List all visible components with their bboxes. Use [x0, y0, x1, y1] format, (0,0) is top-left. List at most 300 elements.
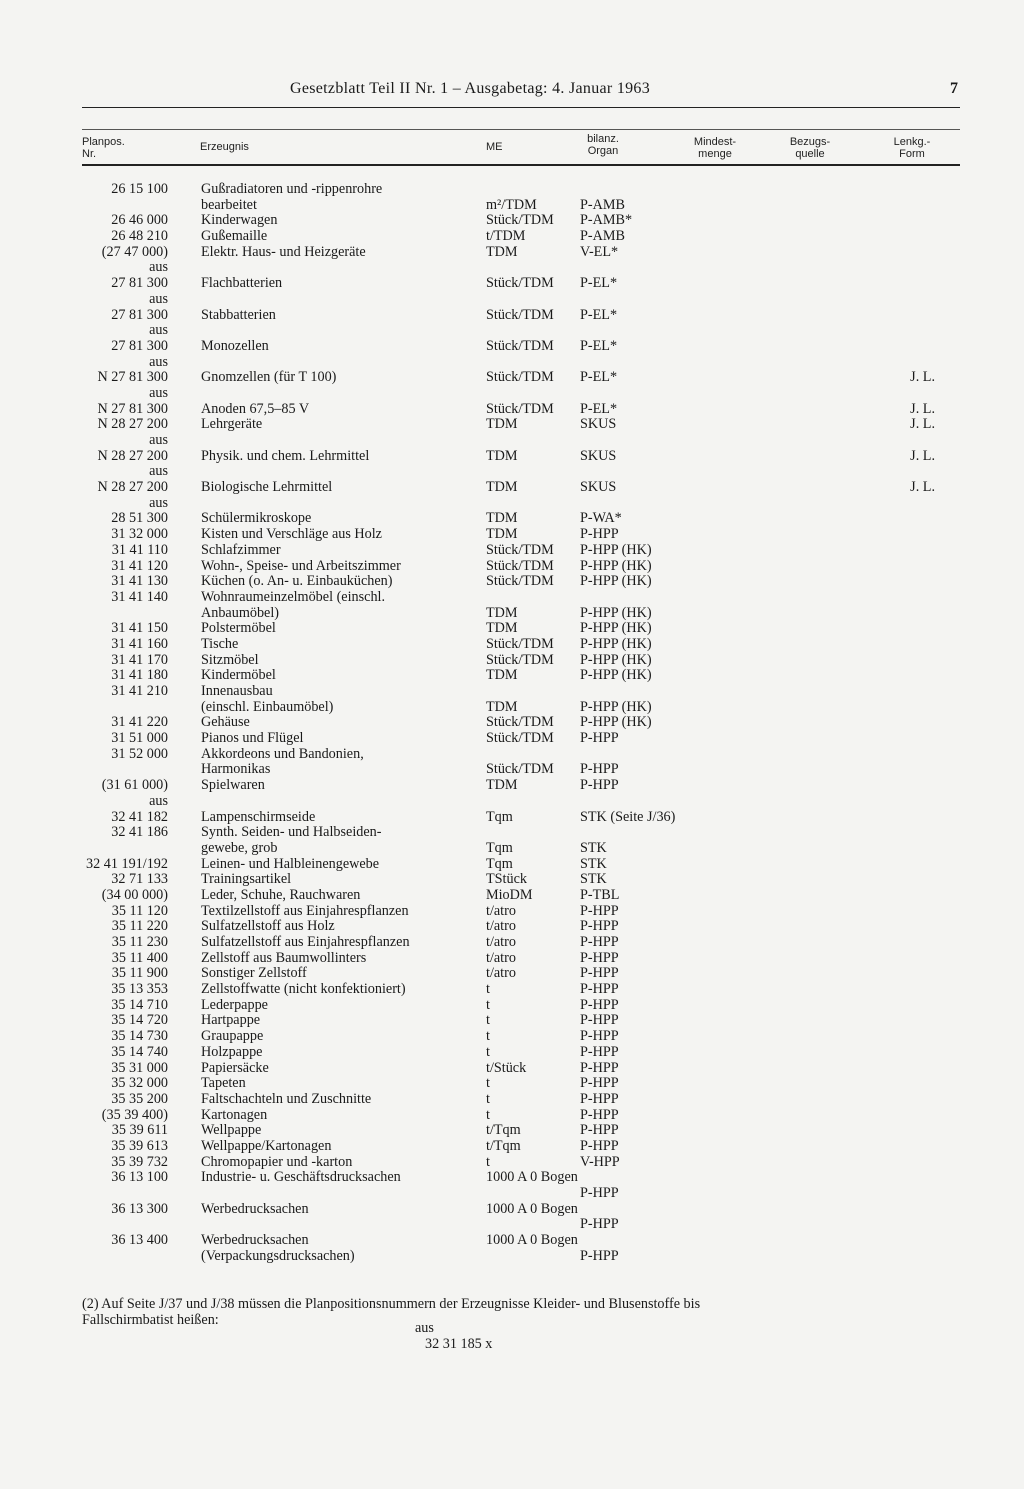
organ-cell: P-HPP	[580, 1137, 619, 1154]
footnote-code: 32 31 185 x	[425, 1336, 493, 1352]
table-row	[0, 527, 1024, 543]
planpos-cell: 35 13 353	[111, 981, 168, 998]
organ-cell: P-HPP (HK)	[580, 698, 652, 715]
table-row	[0, 276, 1024, 292]
erzeugnis-cell: Gehäuse	[201, 714, 250, 731]
me-cell: t/atro	[486, 918, 516, 935]
me-cell: Stück/TDM	[486, 714, 554, 731]
organ-cell: STK (Seite J/36)	[580, 808, 676, 825]
table-row	[0, 417, 1024, 433]
erzeugnis-cell: bearbeitet	[201, 196, 257, 213]
table-row	[0, 778, 1024, 794]
erzeugnis-cell: Elektr. Haus- und Heizgeräte	[201, 243, 366, 260]
me-cell: t	[486, 981, 490, 998]
table-row	[0, 511, 1024, 527]
table-row	[0, 1139, 1024, 1155]
organ-cell: P-HPP (HK)	[580, 635, 652, 652]
page-number: 7	[950, 80, 959, 97]
col-organ: bilanz. Organ	[587, 133, 619, 157]
erzeugnis-cell: Pianos und Flügel	[201, 730, 304, 747]
erzeugnis-cell: Biologische Lehrmittel	[201, 479, 333, 496]
erzeugnis-cell: Akkordeons und Bandonien,	[201, 745, 364, 762]
organ-cell: SKUS	[580, 447, 617, 464]
me-cell: Tqm	[486, 855, 513, 872]
erzeugnis-cell: Wellpappe/Kartonagen	[201, 1137, 332, 1154]
me-cell: t/Tqm	[486, 1122, 521, 1139]
organ-cell: P-HPP	[580, 1059, 619, 1076]
me-cell: Stück/TDM	[486, 573, 554, 590]
header-rule	[82, 107, 960, 108]
planpos-cell: 28 51 300	[111, 510, 168, 527]
erzeugnis-cell: Monozellen	[201, 337, 269, 354]
header-title: Gesetzblatt Teil II Nr. 1 – Ausgabetag: 4. Januar 1963	[290, 80, 651, 97]
me-cell: TDM	[486, 447, 518, 464]
erzeugnis-cell: Trainingsartikel	[201, 871, 292, 888]
table-row	[0, 1202, 1024, 1218]
lenkform-cell: J. L.	[910, 479, 935, 496]
footnote-line-2: Fallschirmbatist heißen:	[82, 1312, 219, 1328]
table-row	[0, 543, 1024, 559]
product-table	[0, 182, 1024, 1264]
erzeugnis-cell: Innenausbau	[201, 683, 273, 699]
col-erzeugnis: Erzeugnis	[200, 141, 249, 153]
planpos-cell: 35 39 613	[111, 1137, 168, 1154]
table-row	[0, 292, 1024, 308]
me-cell: Stück/TDM	[486, 730, 554, 747]
me-cell: t/Stück	[486, 1059, 527, 1076]
planpos-cell: N 27 81 300	[97, 369, 168, 386]
organ-cell: P-EL*	[580, 369, 618, 386]
me-cell: t/atro	[486, 902, 516, 919]
footnote-aus: aus	[415, 1320, 434, 1336]
planpos-cell: 35 11 900	[111, 965, 168, 982]
planpos-cell: 35 11 120	[111, 902, 168, 919]
erzeugnis-cell: Faltschachteln und Zuschnitte	[201, 1090, 372, 1107]
planpos-cell: N 28 27 200	[97, 479, 168, 496]
erzeugnis-cell: Wohn-, Speise- und Arbeitszimmer	[201, 557, 401, 574]
organ-cell: P-HPP (HK)	[580, 604, 652, 621]
table-row	[0, 684, 1024, 700]
organ-cell: SKUS	[580, 479, 617, 496]
me-cell: 1000 A 0 Bogen	[486, 1169, 578, 1186]
organ-cell: P-EL*	[580, 306, 618, 323]
table-row	[0, 339, 1024, 355]
erzeugnis-cell: Wellpappe	[201, 1122, 262, 1139]
table-row	[0, 715, 1024, 731]
planpos-cell: 31 41 130	[111, 573, 168, 590]
erzeugnis-cell: Anoden 67,5–85 V	[201, 400, 310, 417]
me-cell: TDM	[486, 777, 518, 794]
table-head-rule	[82, 164, 960, 166]
me-cell: t/atro	[486, 965, 516, 982]
erzeugnis-cell: Werbedrucksachen	[201, 1200, 309, 1217]
organ-cell: P-EL*	[580, 337, 618, 354]
me-cell: Stück/TDM	[486, 369, 554, 386]
erzeugnis-cell: Stabbatterien	[201, 306, 276, 323]
planpos-cell: 31 41 120	[111, 557, 168, 574]
planpos-cell: 32 41 182	[111, 808, 168, 825]
organ-cell: P-HPP (HK)	[580, 557, 652, 574]
planpos-cell: (34 00 000)	[101, 886, 168, 903]
table-row	[0, 245, 1024, 261]
me-cell: t	[486, 1012, 490, 1029]
planpos-cell: aus	[149, 463, 168, 480]
me-cell: Stück/TDM	[486, 541, 554, 558]
organ-cell: P-HPP	[580, 1028, 619, 1045]
planpos-cell: 35 11 400	[111, 949, 168, 966]
organ-cell: P-HPP (HK)	[580, 651, 652, 668]
planpos-cell: 31 41 150	[111, 620, 168, 637]
planpos-cell: N 28 27 200	[97, 447, 168, 464]
planpos-cell: aus	[149, 384, 168, 401]
table-row	[0, 888, 1024, 904]
table-row	[0, 747, 1024, 763]
erzeugnis-cell: Industrie- u. Geschäftsdrucksachen	[201, 1169, 401, 1186]
erzeugnis-cell: Lederpappe	[201, 996, 268, 1013]
planpos-cell: aus	[149, 432, 168, 448]
me-cell: t	[486, 1075, 490, 1092]
planpos-cell: 26 15 100	[111, 181, 168, 197]
me-cell: TDM	[486, 698, 518, 715]
erzeugnis-cell: Lehrgeräte	[201, 416, 263, 433]
table-row	[0, 606, 1024, 622]
organ-cell: P-EL*	[580, 400, 618, 417]
me-cell: Stück/TDM	[486, 635, 554, 652]
erzeugnis-cell: Harmonikas	[201, 761, 271, 778]
page-header	[0, 80, 1024, 104]
organ-cell: P-HPP (HK)	[580, 714, 652, 731]
planpos-cell: 35 39 732	[111, 1153, 168, 1170]
planpos-cell: 35 14 730	[111, 1028, 168, 1045]
table-row	[0, 590, 1024, 606]
planpos-cell: aus	[149, 792, 168, 809]
planpos-cell: 35 35 200	[111, 1090, 168, 1107]
table-row	[0, 260, 1024, 276]
organ-cell: STK	[580, 871, 607, 888]
table-row	[0, 464, 1024, 480]
planpos-cell: 36 13 100	[111, 1169, 168, 1186]
table-row	[0, 872, 1024, 888]
planpos-cell: 31 32 000	[111, 526, 168, 543]
me-cell: Tqm	[486, 839, 513, 856]
me-cell: TDM	[486, 526, 518, 543]
me-cell: 1000 A 0 Bogen	[486, 1200, 578, 1217]
erzeugnis-cell: Kisten und Verschläge aus Holz	[201, 526, 382, 543]
organ-cell: V-EL*	[580, 243, 619, 260]
me-cell: TDM	[486, 604, 518, 621]
me-cell: Tqm	[486, 808, 513, 825]
erzeugnis-cell: Synth. Seiden- und Halbseiden-	[201, 824, 382, 841]
organ-cell: P-HPP	[580, 777, 619, 794]
table-row	[0, 1249, 1024, 1265]
table-row	[0, 402, 1024, 418]
planpos-cell: 35 14 720	[111, 1012, 168, 1029]
planpos-cell: 32 41 186	[111, 824, 168, 841]
table-row	[0, 1186, 1024, 1202]
me-cell: t/atro	[486, 934, 516, 950]
organ-cell: P-HPP	[580, 1185, 619, 1201]
planpos-cell: 36 13 400	[111, 1232, 168, 1249]
col-planpos: Planpos. Nr.	[82, 136, 125, 160]
organ-cell: P-HPP	[580, 902, 619, 919]
me-cell: Stück/TDM	[486, 212, 554, 229]
planpos-cell: 32 41 191/192	[86, 855, 168, 872]
erzeugnis-cell: Sulfatzellstoff aus Einjahrespflanzen	[201, 934, 410, 950]
erzeugnis-cell: Kartonagen	[201, 1106, 268, 1123]
table-row	[0, 825, 1024, 841]
table-row	[0, 355, 1024, 371]
organ-cell: P-HPP (HK)	[580, 620, 652, 637]
col-me: ME	[486, 141, 503, 153]
me-cell: TDM	[486, 667, 518, 684]
table-row	[0, 1061, 1024, 1077]
organ-cell: P-HPP	[580, 761, 619, 778]
table-row	[0, 308, 1024, 324]
organ-cell: P-HPP (HK)	[580, 541, 652, 558]
erzeugnis-cell: Zellstoffwatte (nicht konfektioniert)	[201, 981, 406, 998]
me-cell: t/TDM	[486, 228, 526, 245]
planpos-cell: (31 61 000)	[101, 777, 168, 794]
me-cell: t	[486, 1106, 490, 1123]
col-mindestmenge: Mindest- menge	[693, 136, 737, 160]
planpos-cell: 31 52 000	[111, 745, 168, 762]
organ-cell: P-HPP (HK)	[580, 667, 652, 684]
table-row	[0, 449, 1024, 465]
planpos-cell: 31 41 170	[111, 651, 168, 668]
table-row	[0, 1076, 1024, 1092]
planpos-cell: 35 32 000	[111, 1075, 168, 1092]
table-row	[0, 1092, 1024, 1108]
me-cell: t/atro	[486, 949, 516, 966]
erzeugnis-cell: Schülermikroskope	[201, 510, 312, 527]
planpos-cell: aus	[149, 290, 168, 307]
table-row	[0, 229, 1024, 245]
planpos-cell: N 27 81 300	[97, 400, 168, 417]
me-cell: TDM	[486, 620, 518, 637]
table-row	[0, 810, 1024, 826]
table-row	[0, 496, 1024, 512]
me-cell: t	[486, 1153, 490, 1170]
table-row	[0, 621, 1024, 637]
planpos-cell: 26 46 000	[111, 212, 168, 229]
planpos-cell: 31 41 110	[111, 541, 168, 558]
organ-cell: P-EL*	[580, 275, 618, 292]
table-row	[0, 323, 1024, 339]
erzeugnis-cell: Chromopapier und -karton	[201, 1153, 353, 1170]
table-row	[0, 198, 1024, 214]
me-cell: TStück	[486, 871, 527, 888]
planpos-cell: 26 48 210	[111, 228, 168, 245]
planpos-cell: 36 13 300	[111, 1200, 168, 1217]
me-cell: Stück/TDM	[486, 651, 554, 668]
erzeugnis-cell: Kindermöbel	[201, 667, 276, 684]
erzeugnis-cell: Tapeten	[201, 1075, 246, 1092]
planpos-cell: (35 39 400)	[101, 1106, 168, 1123]
erzeugnis-cell: Kinderwagen	[201, 212, 278, 229]
me-cell: 1000 A 0 Bogen	[486, 1232, 578, 1249]
table-row	[0, 668, 1024, 684]
table-row	[0, 1013, 1024, 1029]
planpos-cell: 35 14 710	[111, 996, 168, 1013]
organ-cell: P-HPP	[580, 1122, 619, 1139]
planpos-cell: N 28 27 200	[97, 416, 168, 433]
erzeugnis-cell: Gnomzellen (für T 100)	[201, 369, 337, 386]
planpos-cell: 31 51 000	[111, 730, 168, 747]
planpos-cell: 31 41 220	[111, 714, 168, 731]
me-cell: TDM	[486, 243, 518, 260]
lenkform-cell: J. L.	[910, 400, 935, 417]
footnote	[82, 1296, 962, 1328]
planpos-cell: 35 11 220	[111, 918, 168, 935]
organ-cell: P-HPP	[580, 730, 619, 747]
planpos-cell: aus	[149, 353, 168, 370]
table-row	[0, 1108, 1024, 1124]
erzeugnis-cell: Leinen- und Halbleinengewebe	[201, 855, 380, 872]
me-cell: t	[486, 1090, 490, 1107]
table-row	[0, 919, 1024, 935]
table-row	[0, 433, 1024, 449]
me-cell: Stück/TDM	[486, 337, 554, 354]
organ-cell: P-HPP	[580, 1216, 619, 1233]
table-row	[0, 794, 1024, 810]
organ-cell: STK	[580, 855, 607, 872]
erzeugnis-cell: Hartpappe	[201, 1012, 261, 1029]
organ-cell: SKUS	[580, 416, 617, 433]
planpos-cell: 31 41 180	[111, 667, 168, 684]
organ-cell: P-AMB*	[580, 212, 633, 229]
erzeugnis-cell: Gußemaille	[201, 228, 268, 245]
table-row	[0, 1170, 1024, 1186]
erzeugnis-cell: Anbaumöbel)	[201, 604, 280, 621]
erzeugnis-cell: Graupappe	[201, 1028, 264, 1045]
table-row	[0, 762, 1024, 778]
table-row	[0, 982, 1024, 998]
erzeugnis-cell: Papiersäcke	[201, 1059, 269, 1076]
table-row	[0, 559, 1024, 575]
table-row	[0, 966, 1024, 982]
organ-cell: P-HPP	[580, 949, 619, 966]
me-cell: TDM	[486, 479, 518, 496]
me-cell: t	[486, 1043, 490, 1060]
erzeugnis-cell: Tische	[201, 635, 239, 652]
planpos-cell: aus	[149, 322, 168, 339]
erzeugnis-cell: Zellstoff aus Baumwollinters	[201, 949, 367, 966]
table-row	[0, 213, 1024, 229]
table-row	[0, 1045, 1024, 1061]
table-row	[0, 951, 1024, 967]
table-row	[0, 857, 1024, 873]
planpos-cell: 35 31 000	[111, 1059, 168, 1076]
table-row	[0, 480, 1024, 496]
erzeugnis-cell: Werbedrucksachen	[201, 1232, 309, 1249]
planpos-cell: 31 41 160	[111, 635, 168, 652]
table-row	[0, 653, 1024, 669]
table-row	[0, 904, 1024, 920]
lenkform-cell: J. L.	[910, 447, 935, 464]
planpos-cell: (27 47 000)	[101, 243, 168, 260]
planpos-cell: 27 81 300	[111, 337, 168, 354]
erzeugnis-cell: Textilzellstoff aus Einjahrespflanzen	[201, 902, 409, 919]
me-cell: TDM	[486, 416, 518, 433]
planpos-cell: aus	[149, 259, 168, 276]
planpos-cell: 31 41 210	[111, 683, 168, 699]
planpos-cell: 31 41 140	[111, 588, 168, 605]
organ-cell: P-WA*	[580, 510, 622, 527]
planpos-cell: 27 81 300	[111, 306, 168, 323]
table-row	[0, 182, 1024, 198]
table-row	[0, 1155, 1024, 1171]
table-row	[0, 1217, 1024, 1233]
organ-cell: P-HPP	[580, 1075, 619, 1092]
organ-cell: P-AMB	[580, 228, 625, 245]
me-cell: Stück/TDM	[486, 557, 554, 574]
erzeugnis-cell: Sonstiger Zellstoff	[201, 965, 307, 982]
planpos-cell: aus	[149, 494, 168, 511]
organ-cell: P-HPP	[580, 965, 619, 982]
erzeugnis-cell: Spielwaren	[201, 777, 265, 794]
erzeugnis-cell: Wohnraumeinzelmöbel (einschl.	[201, 588, 386, 605]
planpos-cell: 27 81 300	[111, 275, 168, 292]
me-cell: t	[486, 1028, 490, 1045]
table-top-rule	[82, 129, 960, 130]
table-row	[0, 841, 1024, 857]
organ-cell: P-HPP (HK)	[580, 573, 652, 590]
table-row	[0, 1029, 1024, 1045]
organ-cell: P-HPP	[580, 1090, 619, 1107]
table-row	[0, 637, 1024, 653]
col-bezugsquelle: Bezugs- quelle	[789, 136, 831, 160]
me-cell: Stück/TDM	[486, 275, 554, 292]
table-row	[0, 370, 1024, 386]
planpos-cell: 35 14 740	[111, 1043, 168, 1060]
organ-cell: P-HPP	[580, 1247, 619, 1264]
me-cell: Stück/TDM	[486, 761, 554, 778]
me-cell: t/Tqm	[486, 1137, 521, 1154]
me-cell: m²/TDM	[486, 196, 537, 213]
organ-cell: P-HPP	[580, 1012, 619, 1029]
organ-cell: P-HPP	[580, 918, 619, 935]
erzeugnis-cell: Sitzmöbel	[201, 651, 259, 668]
organ-cell: P-HPP	[580, 1043, 619, 1060]
me-cell: t	[486, 996, 490, 1013]
planpos-cell: 32 71 133	[111, 871, 168, 888]
erzeugnis-cell: Polstermöbel	[201, 620, 276, 637]
table-row	[0, 935, 1024, 951]
erzeugnis-cell: Flachbatterien	[201, 275, 283, 292]
me-cell: TDM	[486, 510, 518, 527]
table-row	[0, 574, 1024, 590]
table-row	[0, 1233, 1024, 1249]
organ-cell: P-HPP	[580, 996, 619, 1013]
footnote-line-1: (2) Auf Seite J/37 und J/38 müssen die Planpositionsnummern der Erzeugnisse Kleider- und Blusenstoffe bis	[82, 1296, 701, 1312]
erzeugnis-cell: Physik. und chem. Lehrmittel	[201, 447, 370, 464]
erzeugnis-cell: Lampenschirmseide	[201, 808, 316, 825]
lenkform-cell: J. L.	[910, 416, 935, 433]
organ-cell: P-AMB	[580, 196, 625, 213]
organ-cell: P-HPP	[580, 981, 619, 998]
planpos-cell: 35 11 230	[111, 934, 168, 950]
table-row	[0, 998, 1024, 1014]
table-row	[0, 386, 1024, 402]
erzeugnis-cell: (einschl. Einbaumöbel)	[201, 698, 334, 715]
erzeugnis-cell: Küchen (o. An- u. Einbauküchen)	[201, 573, 393, 590]
me-cell: Stück/TDM	[486, 400, 554, 417]
erzeugnis-cell: Holzpappe	[201, 1043, 263, 1060]
organ-cell: V-HPP	[580, 1153, 620, 1170]
lenkform-cell: J. L.	[910, 369, 935, 386]
table-row	[0, 1123, 1024, 1139]
planpos-cell: 35 39 611	[111, 1122, 168, 1139]
